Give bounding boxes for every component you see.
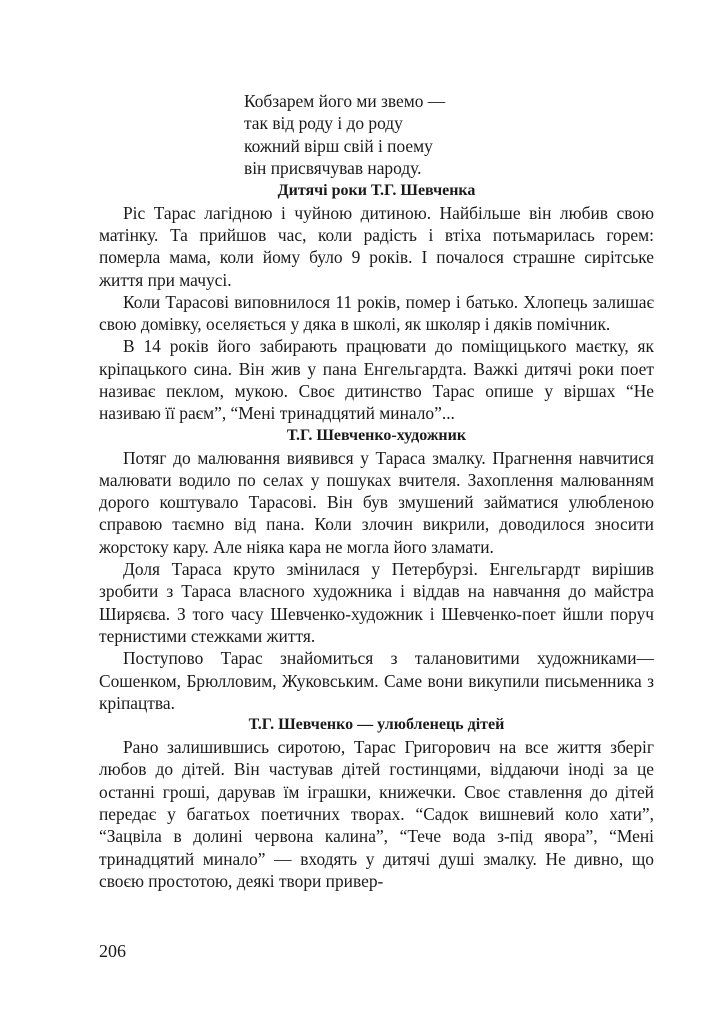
section-heading: Т.Г. Шевченко — улюбленець дітей [248, 716, 505, 734]
page-number: 206 [99, 941, 126, 961]
paragraph: Поступово Тарас знайомиться з талановитими художниками— Сошенком, Брюлловим, Жуковським. Саме вони викупили письменника з кріпацтва. [99, 648, 654, 713]
poem-line: так від роду і до роду [244, 113, 403, 134]
paragraph: Рано залишившись сиротою, Тарас Григорович на все життя зберіг любов до дітей. Він частував дітей гостинцями, віддаючи іноді за це останні гроші, дарував їм іграшки, книжечки. Своє ставлення до дітей передає у багатьох поетичних творах. “Садок вишневий коло хати”, “Зацвіла в долині червона калина”, “Тече вода з-під явора”, “Мені тринадцятий минало” — входять у дитячі душі змалку. Не дивно, що своєю простотою, деякі твори привер- [99, 737, 654, 891]
poem-line: кожний вірш свій і поему [244, 135, 433, 156]
text-block [99, 90, 654, 892]
paragraph: Ріс Тарас лагідною і чуйною дитиною. Найбільше він любив свою матінку. Та прийшов час, коли радість і втіха потьмарилась горем: померла мама, коли йому було 9 років. І почалося страшне сирітське життя при мачусі. [99, 202, 654, 290]
section-children [99, 714, 654, 892]
section-heading: Т.Г. Шевченко-художник [286, 426, 467, 444]
paragraph: В 14 років його забирають працювати до поміщицького маєтку, як кріпацького сина. Він жив у пана Енгельгардта. Важкі дитячі роки поет називає пеклом, мукою. Своє дитинство Тарас опише у віршах “Не називаю її раєм”, “Мені тринадцятий минало”... [99, 336, 654, 424]
paragraph: Коли Тарасові виповнилося 11 років, помер і батько. Хлопець залишає свою домівку, оселяється у дяка в школі, як школяр і дяків помічник. [99, 291, 654, 335]
section-artist [99, 425, 654, 715]
section-heading: Дитячі роки Т.Г. Шевченка [277, 181, 476, 199]
poem-epigraph [244, 90, 654, 180]
section-childhood [99, 180, 654, 425]
paragraph: Доля Тараса круто змінилася у Петербурзі. Енгельгардт вирішив зробити з Тараса власного художника і віддав на навчання до майстра Ширяєва. З того часу Шевченко-художник і Шевченко-поет йшли поруч тернистими стежками життя. [99, 559, 654, 646]
poem-line: Кобзарем його ми звемо — [244, 91, 446, 111]
paragraph: Потяг до малювання виявився у Тараса змалку. Прагнення навчитися малювати водило по селах у пошуках вчителя. Захоплення малюванням дорого коштувало Тарасові. Він був змушений займатися улюбленою справою таємно від пана. Коли злочин викрили, доводилося зносити жорстоку кару. Але ніяка кара не могла його зламати. [99, 447, 654, 557]
poem-line: він присвячував народу. [244, 158, 422, 179]
